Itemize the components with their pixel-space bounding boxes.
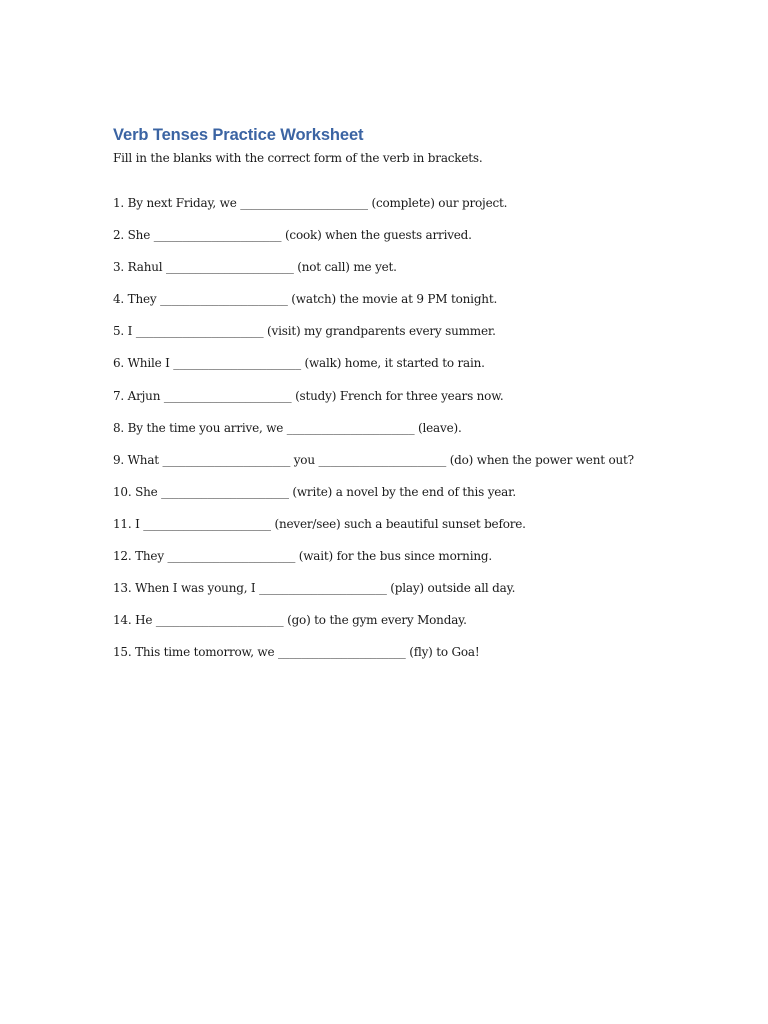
worksheet-instructions: Fill in the blanks with the correct form of the verb in brackets.: [113, 151, 483, 165]
question-2: 2. She ______________________ (cook) when the guests arrived.: [113, 228, 472, 243]
question-12: 12. They ______________________ (wait) for the bus since morning.: [113, 549, 492, 564]
question-10: 10. She ______________________ (write) a novel by the end of this year.: [113, 484, 516, 499]
question-list: [113, 195, 713, 676]
question-9: 9. What ______________________ you ______________________ (do) when the power went out?: [113, 452, 634, 467]
question-3: 3. Rahul ______________________ (not call) me yet.: [113, 260, 397, 275]
question-7: 7. Arjun ______________________ (study) French for three years now.: [113, 388, 504, 403]
question-5: 5. I ______________________ (visit) my grandparents every summer.: [113, 324, 496, 339]
question-14: 14. He ______________________ (go) to the gym every Monday.: [113, 613, 467, 628]
question-15: 15. This time tomorrow, we ______________________ (fly) to Goa!: [113, 645, 480, 660]
worksheet-title: Verb Tenses Practice Worksheet: [113, 126, 364, 144]
question-13: 13. When I was young, I ______________________ (play) outside all day.: [113, 581, 516, 596]
question-1: 1. By next Friday, we ______________________ (complete) our project.: [113, 196, 508, 210]
question-6: 6. While I ______________________ (walk) home, it started to rain.: [113, 356, 485, 371]
worksheet-content: [113, 124, 713, 676]
question-8: 8. By the time you arrive, we ______________________ (leave).: [113, 420, 462, 435]
question-11: 11. I ______________________ (never/see) such a beautiful sunset before.: [113, 516, 526, 531]
question-4: 4. They ______________________ (watch) the movie at 9 PM tonight.: [113, 292, 498, 307]
